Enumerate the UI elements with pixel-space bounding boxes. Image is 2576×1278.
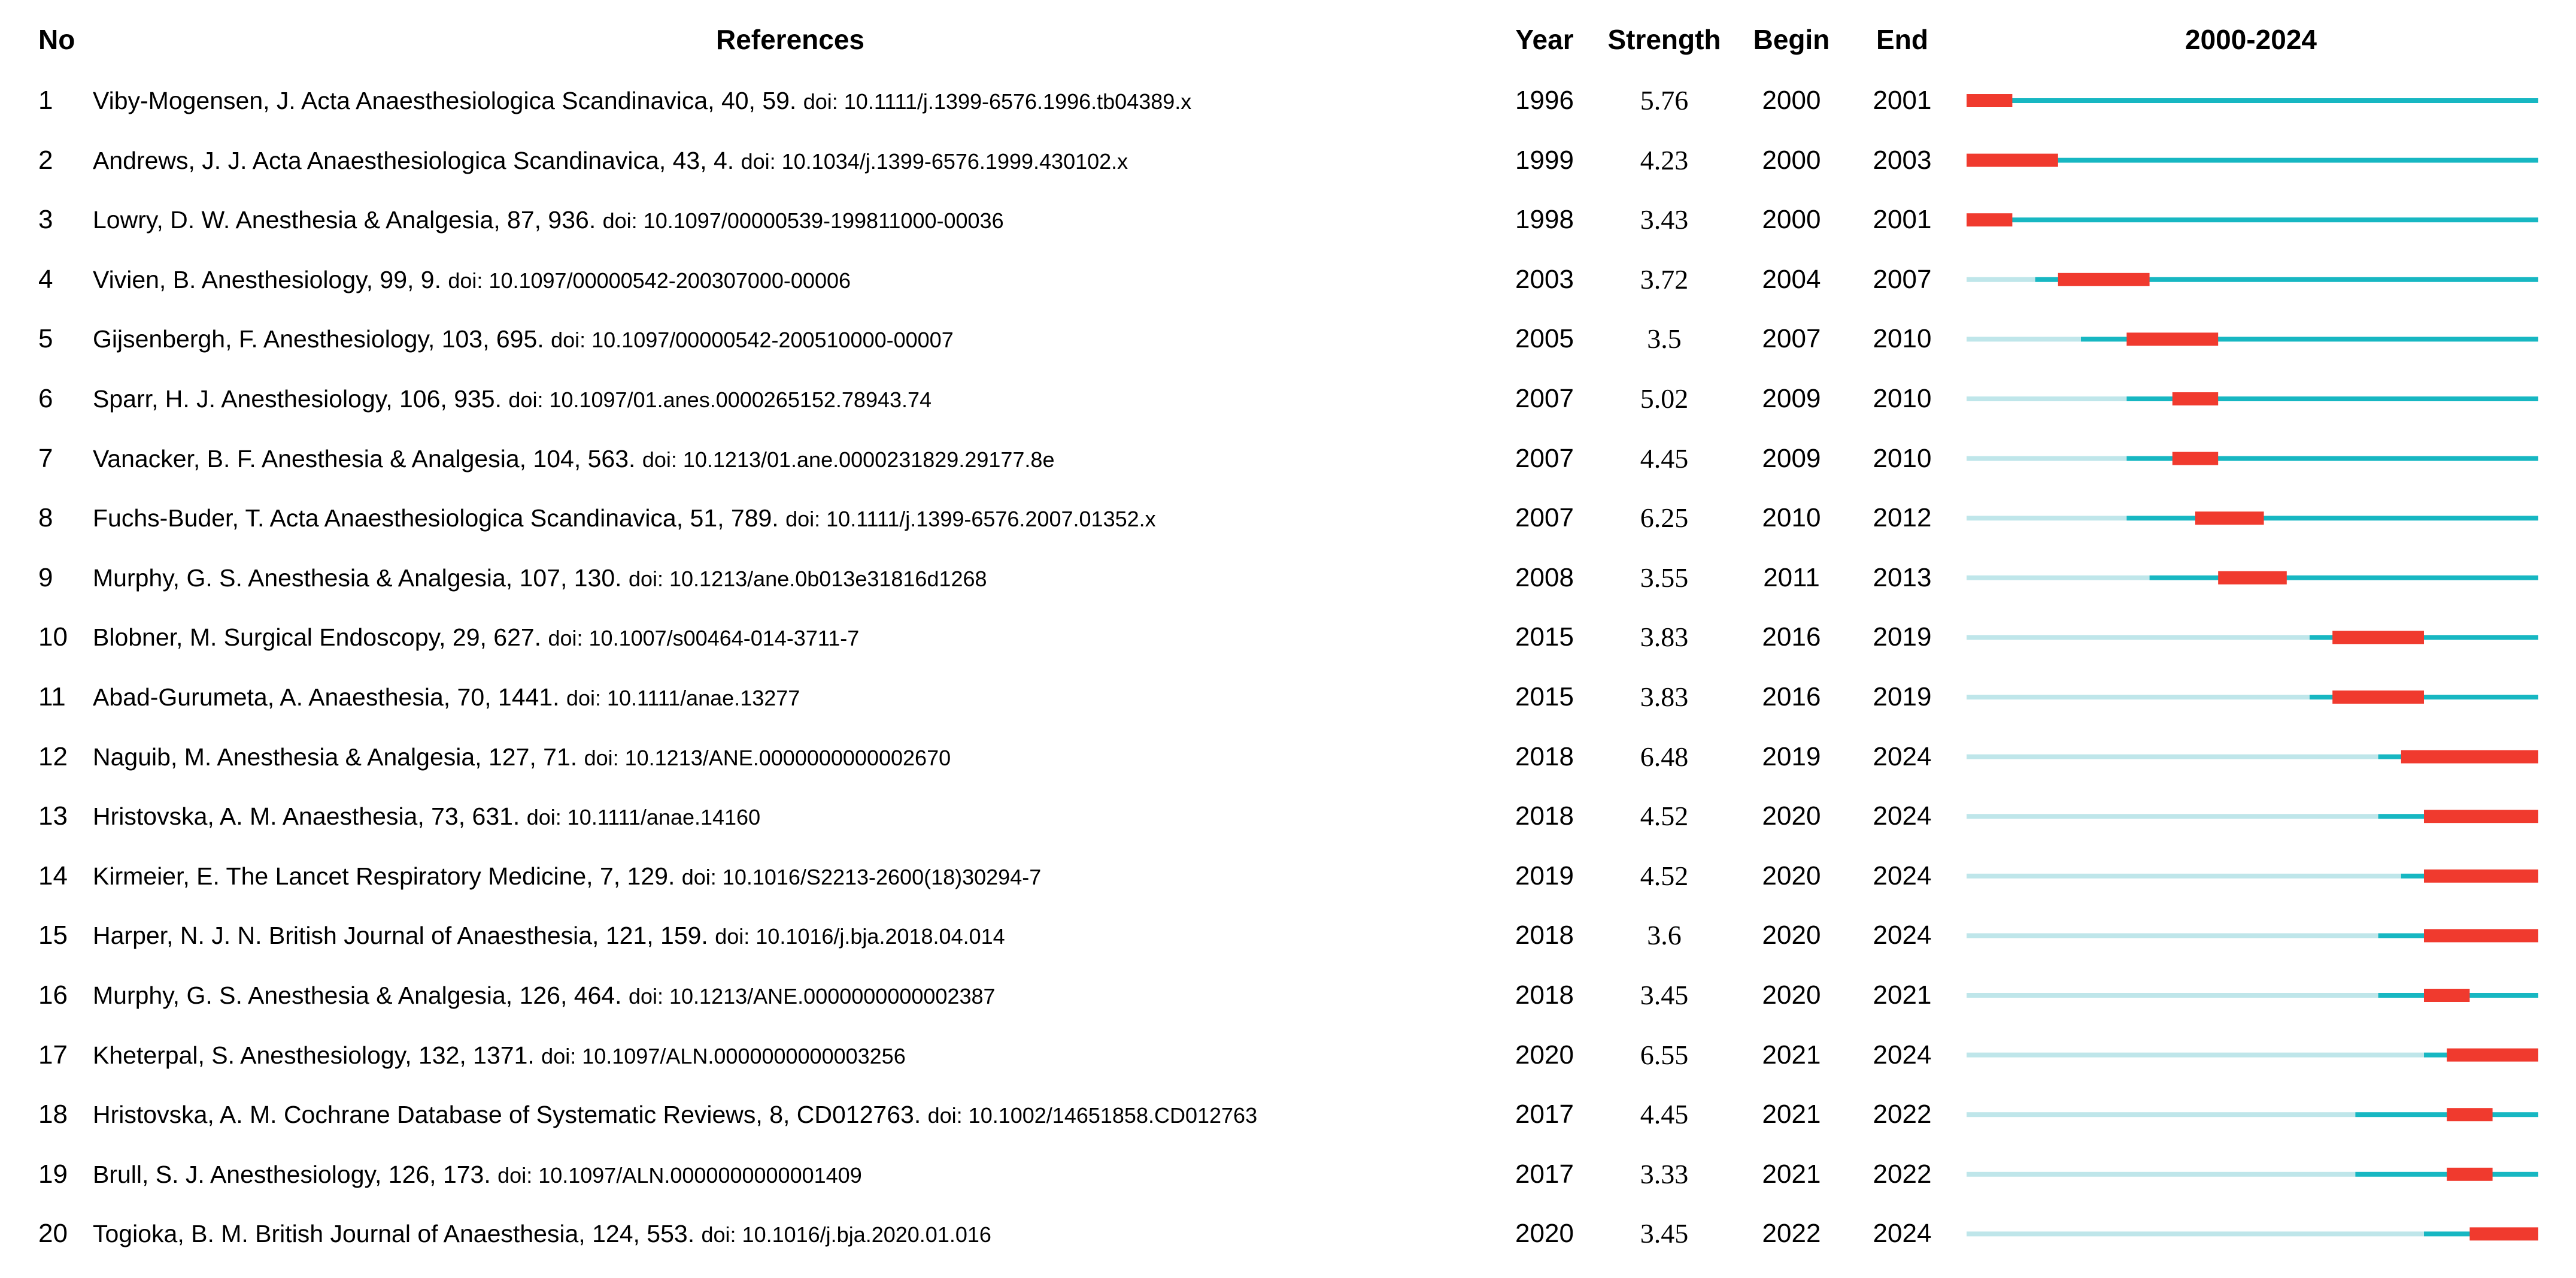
begin-cell: 2016 bbox=[1762, 622, 1821, 652]
burst-bar bbox=[2447, 1049, 2538, 1062]
burst-bar bbox=[2332, 631, 2424, 644]
row-number: 13 bbox=[38, 801, 68, 831]
reference-doi: doi: 10.1016/S2213-2600(18)30294-7 bbox=[681, 865, 1042, 889]
row-number: 17 bbox=[38, 1040, 68, 1070]
header-begin: Begin bbox=[1753, 24, 1830, 55]
timeline-inactive-segment bbox=[1967, 635, 2310, 640]
timeline-active-segment bbox=[2150, 576, 2538, 580]
end-cell: 2012 bbox=[1873, 503, 1932, 532]
burst-bar bbox=[2424, 870, 2538, 883]
burst-bar bbox=[1967, 213, 2012, 226]
header-end: End bbox=[1876, 24, 1928, 55]
timeline-inactive-segment bbox=[1967, 993, 2378, 998]
row-number: 11 bbox=[38, 682, 66, 711]
begin-cell: 2009 bbox=[1762, 384, 1821, 413]
end-cell: 2024 bbox=[1873, 920, 1932, 950]
end-cell: 2022 bbox=[1873, 1159, 1932, 1189]
reference-doi: doi: 10.1111/anae.14160 bbox=[526, 805, 761, 829]
row-number: 16 bbox=[38, 980, 68, 1010]
begin-cell: 2016 bbox=[1762, 682, 1821, 711]
timeline-active-segment bbox=[1967, 217, 2538, 222]
reference-doi: doi: 10.1111/anae.13277 bbox=[566, 686, 800, 710]
reference-text: Harper, N. J. N. British Journal of Anaesthesia, 121, 159. bbox=[93, 922, 708, 949]
row-number: 6 bbox=[38, 384, 53, 413]
burst-bar bbox=[2126, 332, 2218, 346]
end-cell: 2010 bbox=[1873, 444, 1932, 473]
year-cell: 2018 bbox=[1515, 742, 1574, 771]
timeline-inactive-segment bbox=[1967, 456, 2126, 461]
reference-text: Blobner, M. Surgical Endoscopy, 29, 627. bbox=[93, 623, 542, 651]
reference-text: Murphy, G. S. Anesthesia & Analgesia, 126, 464. bbox=[93, 982, 622, 1009]
reference-text: Vivien, B. Anesthesiology, 99, 9. bbox=[93, 266, 441, 293]
strength-cell: 3.83 bbox=[1640, 682, 1689, 712]
timeline-active-segment bbox=[2126, 516, 2538, 520]
strength-cell: 3.45 bbox=[1640, 1218, 1689, 1249]
begin-cell: 2000 bbox=[1762, 86, 1821, 115]
year-cell: 2015 bbox=[1515, 682, 1574, 711]
burst-bar bbox=[2332, 691, 2424, 704]
end-cell: 2021 bbox=[1873, 980, 1932, 1010]
reference-text: Naguib, M. Anesthesia & Analgesia, 127, 71. bbox=[93, 743, 578, 771]
strength-cell: 5.76 bbox=[1640, 85, 1689, 116]
year-cell: 2018 bbox=[1515, 801, 1574, 831]
header-strength: Strength bbox=[1607, 24, 1721, 55]
reference-doi: doi: 10.1007/s00464-014-3711-7 bbox=[548, 626, 860, 650]
row-number: 12 bbox=[38, 742, 68, 771]
end-cell: 2024 bbox=[1873, 1040, 1932, 1070]
end-cell: 2024 bbox=[1873, 1219, 1932, 1248]
timeline-inactive-segment bbox=[1967, 1172, 2355, 1177]
strength-cell: 6.55 bbox=[1640, 1040, 1689, 1070]
reference-text: Sparr, H. J. Anesthesiology, 106, 935. bbox=[93, 385, 502, 413]
row-number: 20 bbox=[38, 1219, 68, 1248]
timeline-active-segment bbox=[1967, 98, 2538, 103]
reference-text: Abad-Gurumeta, A. Anaesthesia, 70, 1441. bbox=[93, 683, 560, 711]
row-number: 2 bbox=[38, 146, 53, 175]
year-cell: 2019 bbox=[1515, 861, 1574, 891]
year-cell: 2007 bbox=[1515, 503, 1574, 532]
reference-text: Brull, S. J. Anesthesiology, 126, 173. bbox=[93, 1161, 491, 1188]
timeline-inactive-segment bbox=[1967, 933, 2378, 938]
begin-cell: 2019 bbox=[1762, 742, 1821, 771]
header-year: Year bbox=[1515, 24, 1574, 55]
timeline-inactive-segment bbox=[1967, 1231, 2424, 1236]
reference-text: Viby-Mogensen, J. Acta Anaesthesiologica Scandinavica, 40, 59. bbox=[93, 87, 797, 114]
strength-cell: 3.55 bbox=[1640, 562, 1689, 593]
end-cell: 2003 bbox=[1873, 146, 1932, 175]
reference-doi: doi: 10.1097/00000539-199811000-00036 bbox=[602, 208, 1004, 233]
reference-doi: doi: 10.1002/14651858.CD012763 bbox=[927, 1103, 1258, 1128]
reference-doi: doi: 10.1016/j.bja.2020.01.016 bbox=[701, 1222, 991, 1247]
burst-bar bbox=[2218, 571, 2287, 585]
reference-text: Lowry, D. W. Anesthesia & Analgesia, 87, 936. bbox=[93, 206, 596, 234]
reference-text: Kirmeier, E. The Lancet Respiratory Medicine, 7, 129. bbox=[93, 862, 675, 890]
header-no: No bbox=[38, 24, 75, 55]
burst-bar bbox=[2195, 511, 2264, 525]
reference-doi: doi: 10.1111/j.1399-6576.1996.tb04389.x bbox=[803, 89, 1192, 114]
reference-text: Vanacker, B. F. Anesthesia & Analgesia, 104, 563. bbox=[93, 445, 636, 473]
strength-cell: 5.02 bbox=[1640, 383, 1689, 414]
reference-doi: doi: 10.1097/ALN.0000000000001409 bbox=[497, 1163, 862, 1188]
row-number: 1 bbox=[38, 86, 53, 115]
year-cell: 2020 bbox=[1515, 1040, 1574, 1070]
strength-cell: 6.48 bbox=[1640, 741, 1689, 772]
reference-text: Kheterpal, S. Anesthesiology, 132, 1371. bbox=[93, 1041, 535, 1069]
timeline-inactive-segment bbox=[1967, 1053, 2424, 1058]
reference-text: Fuchs-Buder, T. Acta Anaesthesiologica Scandinavica, 51, 789. bbox=[93, 504, 779, 532]
reference-text: Hristovska, A. M. Anaesthesia, 73, 631. bbox=[93, 802, 520, 830]
reference-text: Gijsenbergh, F. Anesthesiology, 103, 695. bbox=[93, 325, 544, 353]
year-cell: 1999 bbox=[1515, 146, 1574, 175]
reference-text: Andrews, J. J. Acta Anaesthesiologica Scandinavica, 43, 4. bbox=[93, 147, 735, 174]
strength-cell: 4.45 bbox=[1640, 443, 1689, 474]
year-cell: 2018 bbox=[1515, 980, 1574, 1010]
year-cell: 2020 bbox=[1515, 1219, 1574, 1248]
row-number: 10 bbox=[38, 622, 68, 652]
row-number: 4 bbox=[38, 265, 53, 294]
timeline-inactive-segment bbox=[1967, 695, 2310, 699]
burst-bar bbox=[2424, 929, 2538, 942]
year-cell: 2007 bbox=[1515, 444, 1574, 473]
timeline-inactive-segment bbox=[1967, 874, 2401, 879]
reference-doi: doi: 10.1213/ANE.0000000000002387 bbox=[628, 984, 996, 1009]
reference-doi: doi: 10.1097/00000542-200307000-00006 bbox=[448, 268, 851, 293]
end-cell: 2024 bbox=[1873, 801, 1932, 831]
burst-bar bbox=[1967, 94, 2012, 107]
reference-doi: doi: 10.1034/j.1399-6576.1999.430102.x bbox=[741, 149, 1128, 174]
reference-doi: doi: 10.1213/ane.0b013e31816d1268 bbox=[628, 567, 987, 591]
timeline-inactive-segment bbox=[1967, 1112, 2355, 1117]
burst-bar bbox=[2173, 392, 2218, 405]
year-cell: 2005 bbox=[1515, 324, 1574, 353]
year-cell: 2007 bbox=[1515, 384, 1574, 413]
strength-cell: 4.52 bbox=[1640, 861, 1689, 891]
begin-cell: 2020 bbox=[1762, 920, 1821, 950]
year-cell: 2008 bbox=[1515, 563, 1574, 592]
begin-cell: 2021 bbox=[1762, 1159, 1821, 1189]
timeline-inactive-segment bbox=[1967, 337, 2081, 341]
reference-text: Murphy, G. S. Anesthesia & Analgesia, 107, 130. bbox=[93, 564, 622, 592]
row-number: 5 bbox=[38, 324, 53, 353]
burst-bar bbox=[2058, 273, 2150, 286]
strength-cell: 3.83 bbox=[1640, 622, 1689, 652]
row-number: 19 bbox=[38, 1159, 68, 1189]
begin-cell: 2021 bbox=[1762, 1040, 1821, 1070]
burst-bar bbox=[2173, 452, 2218, 465]
timeline-inactive-segment bbox=[1967, 277, 2035, 282]
reference-doi: doi: 10.1213/01.ane.0000231829.29177.8e bbox=[642, 447, 1055, 472]
year-cell: 1996 bbox=[1515, 86, 1574, 115]
begin-cell: 2022 bbox=[1762, 1219, 1821, 1248]
begin-cell: 2000 bbox=[1762, 146, 1821, 175]
strength-cell: 4.52 bbox=[1640, 801, 1689, 831]
end-cell: 2019 bbox=[1873, 622, 1932, 652]
end-cell: 2024 bbox=[1873, 861, 1932, 891]
reference-text: Hristovska, A. M. Cochrane Database of Systematic Reviews, 8, CD012763. bbox=[93, 1101, 921, 1128]
timeline-inactive-segment bbox=[1967, 814, 2378, 819]
year-cell: 2018 bbox=[1515, 920, 1574, 950]
strength-cell: 3.6 bbox=[1647, 920, 1682, 950]
year-cell: 2017 bbox=[1515, 1100, 1574, 1129]
burst-bar bbox=[2424, 810, 2538, 823]
reference-doi: doi: 10.1097/ALN.0000000000003256 bbox=[541, 1044, 906, 1068]
reference-doi: doi: 10.1111/j.1399-6576.2007.01352.x bbox=[785, 507, 1156, 531]
row-number: 8 bbox=[38, 503, 53, 532]
begin-cell: 2011 bbox=[1763, 563, 1820, 592]
begin-cell: 2004 bbox=[1762, 265, 1821, 294]
end-cell: 2013 bbox=[1873, 563, 1932, 592]
strength-cell: 6.25 bbox=[1640, 502, 1689, 533]
begin-cell: 2007 bbox=[1762, 324, 1821, 353]
end-cell: 2019 bbox=[1873, 682, 1932, 711]
strength-cell: 3.72 bbox=[1640, 264, 1689, 295]
row-number: 18 bbox=[38, 1100, 68, 1129]
begin-cell: 2000 bbox=[1762, 205, 1821, 234]
header-timeline: 2000-2024 bbox=[2185, 24, 2317, 55]
burst-bar bbox=[2469, 1227, 2538, 1240]
year-cell: 2003 bbox=[1515, 265, 1574, 294]
reference-doi: doi: 10.1097/00000542-200510000-00007 bbox=[551, 328, 954, 352]
year-cell: 2015 bbox=[1515, 622, 1574, 652]
reference-doi: doi: 10.1016/j.bja.2018.04.014 bbox=[715, 924, 1005, 949]
end-cell: 2010 bbox=[1873, 324, 1932, 353]
strength-cell: 4.23 bbox=[1640, 145, 1689, 175]
row-number: 7 bbox=[38, 444, 53, 473]
header-references: References bbox=[715, 24, 865, 55]
end-cell: 2024 bbox=[1873, 742, 1932, 771]
burst-bar bbox=[2401, 750, 2538, 764]
burst-bar bbox=[1967, 154, 2058, 167]
timeline-inactive-segment bbox=[1967, 516, 2126, 520]
burst-bar bbox=[2447, 1108, 2492, 1121]
reference-doi: doi: 10.1213/ANE.0000000000002670 bbox=[584, 746, 951, 770]
burst-bar bbox=[2447, 1168, 2492, 1181]
end-cell: 2010 bbox=[1873, 384, 1932, 413]
timeline-inactive-segment bbox=[1967, 755, 2378, 759]
begin-cell: 2009 bbox=[1762, 444, 1821, 473]
timeline-inactive-segment bbox=[1967, 396, 2126, 401]
strength-cell: 3.33 bbox=[1640, 1159, 1689, 1189]
end-cell: 2001 bbox=[1873, 205, 1932, 234]
timeline-inactive-segment bbox=[1967, 576, 2150, 580]
year-cell: 1998 bbox=[1515, 205, 1574, 234]
strength-cell: 4.45 bbox=[1640, 1099, 1689, 1129]
reference-doi: doi: 10.1097/01.anes.0000265152.78943.74 bbox=[508, 387, 932, 412]
begin-cell: 2020 bbox=[1762, 801, 1821, 831]
end-cell: 2022 bbox=[1873, 1100, 1932, 1129]
end-cell: 2001 bbox=[1873, 86, 1932, 115]
row-number: 15 bbox=[38, 920, 68, 950]
begin-cell: 2020 bbox=[1762, 861, 1821, 891]
row-number: 14 bbox=[38, 861, 68, 891]
end-cell: 2007 bbox=[1873, 265, 1932, 294]
row-number: 3 bbox=[38, 205, 53, 234]
burst-bar bbox=[2424, 989, 2469, 1002]
begin-cell: 2020 bbox=[1762, 980, 1821, 1010]
strength-cell: 3.43 bbox=[1640, 204, 1689, 235]
strength-cell: 3.5 bbox=[1647, 323, 1682, 354]
reference-text: Togioka, B. M. British Journal of Anaesthesia, 124, 553. bbox=[93, 1220, 695, 1247]
begin-cell: 2021 bbox=[1762, 1100, 1821, 1129]
year-cell: 2017 bbox=[1515, 1159, 1574, 1189]
begin-cell: 2010 bbox=[1762, 503, 1821, 532]
row-number: 9 bbox=[38, 563, 53, 592]
strength-cell: 3.45 bbox=[1640, 980, 1689, 1010]
